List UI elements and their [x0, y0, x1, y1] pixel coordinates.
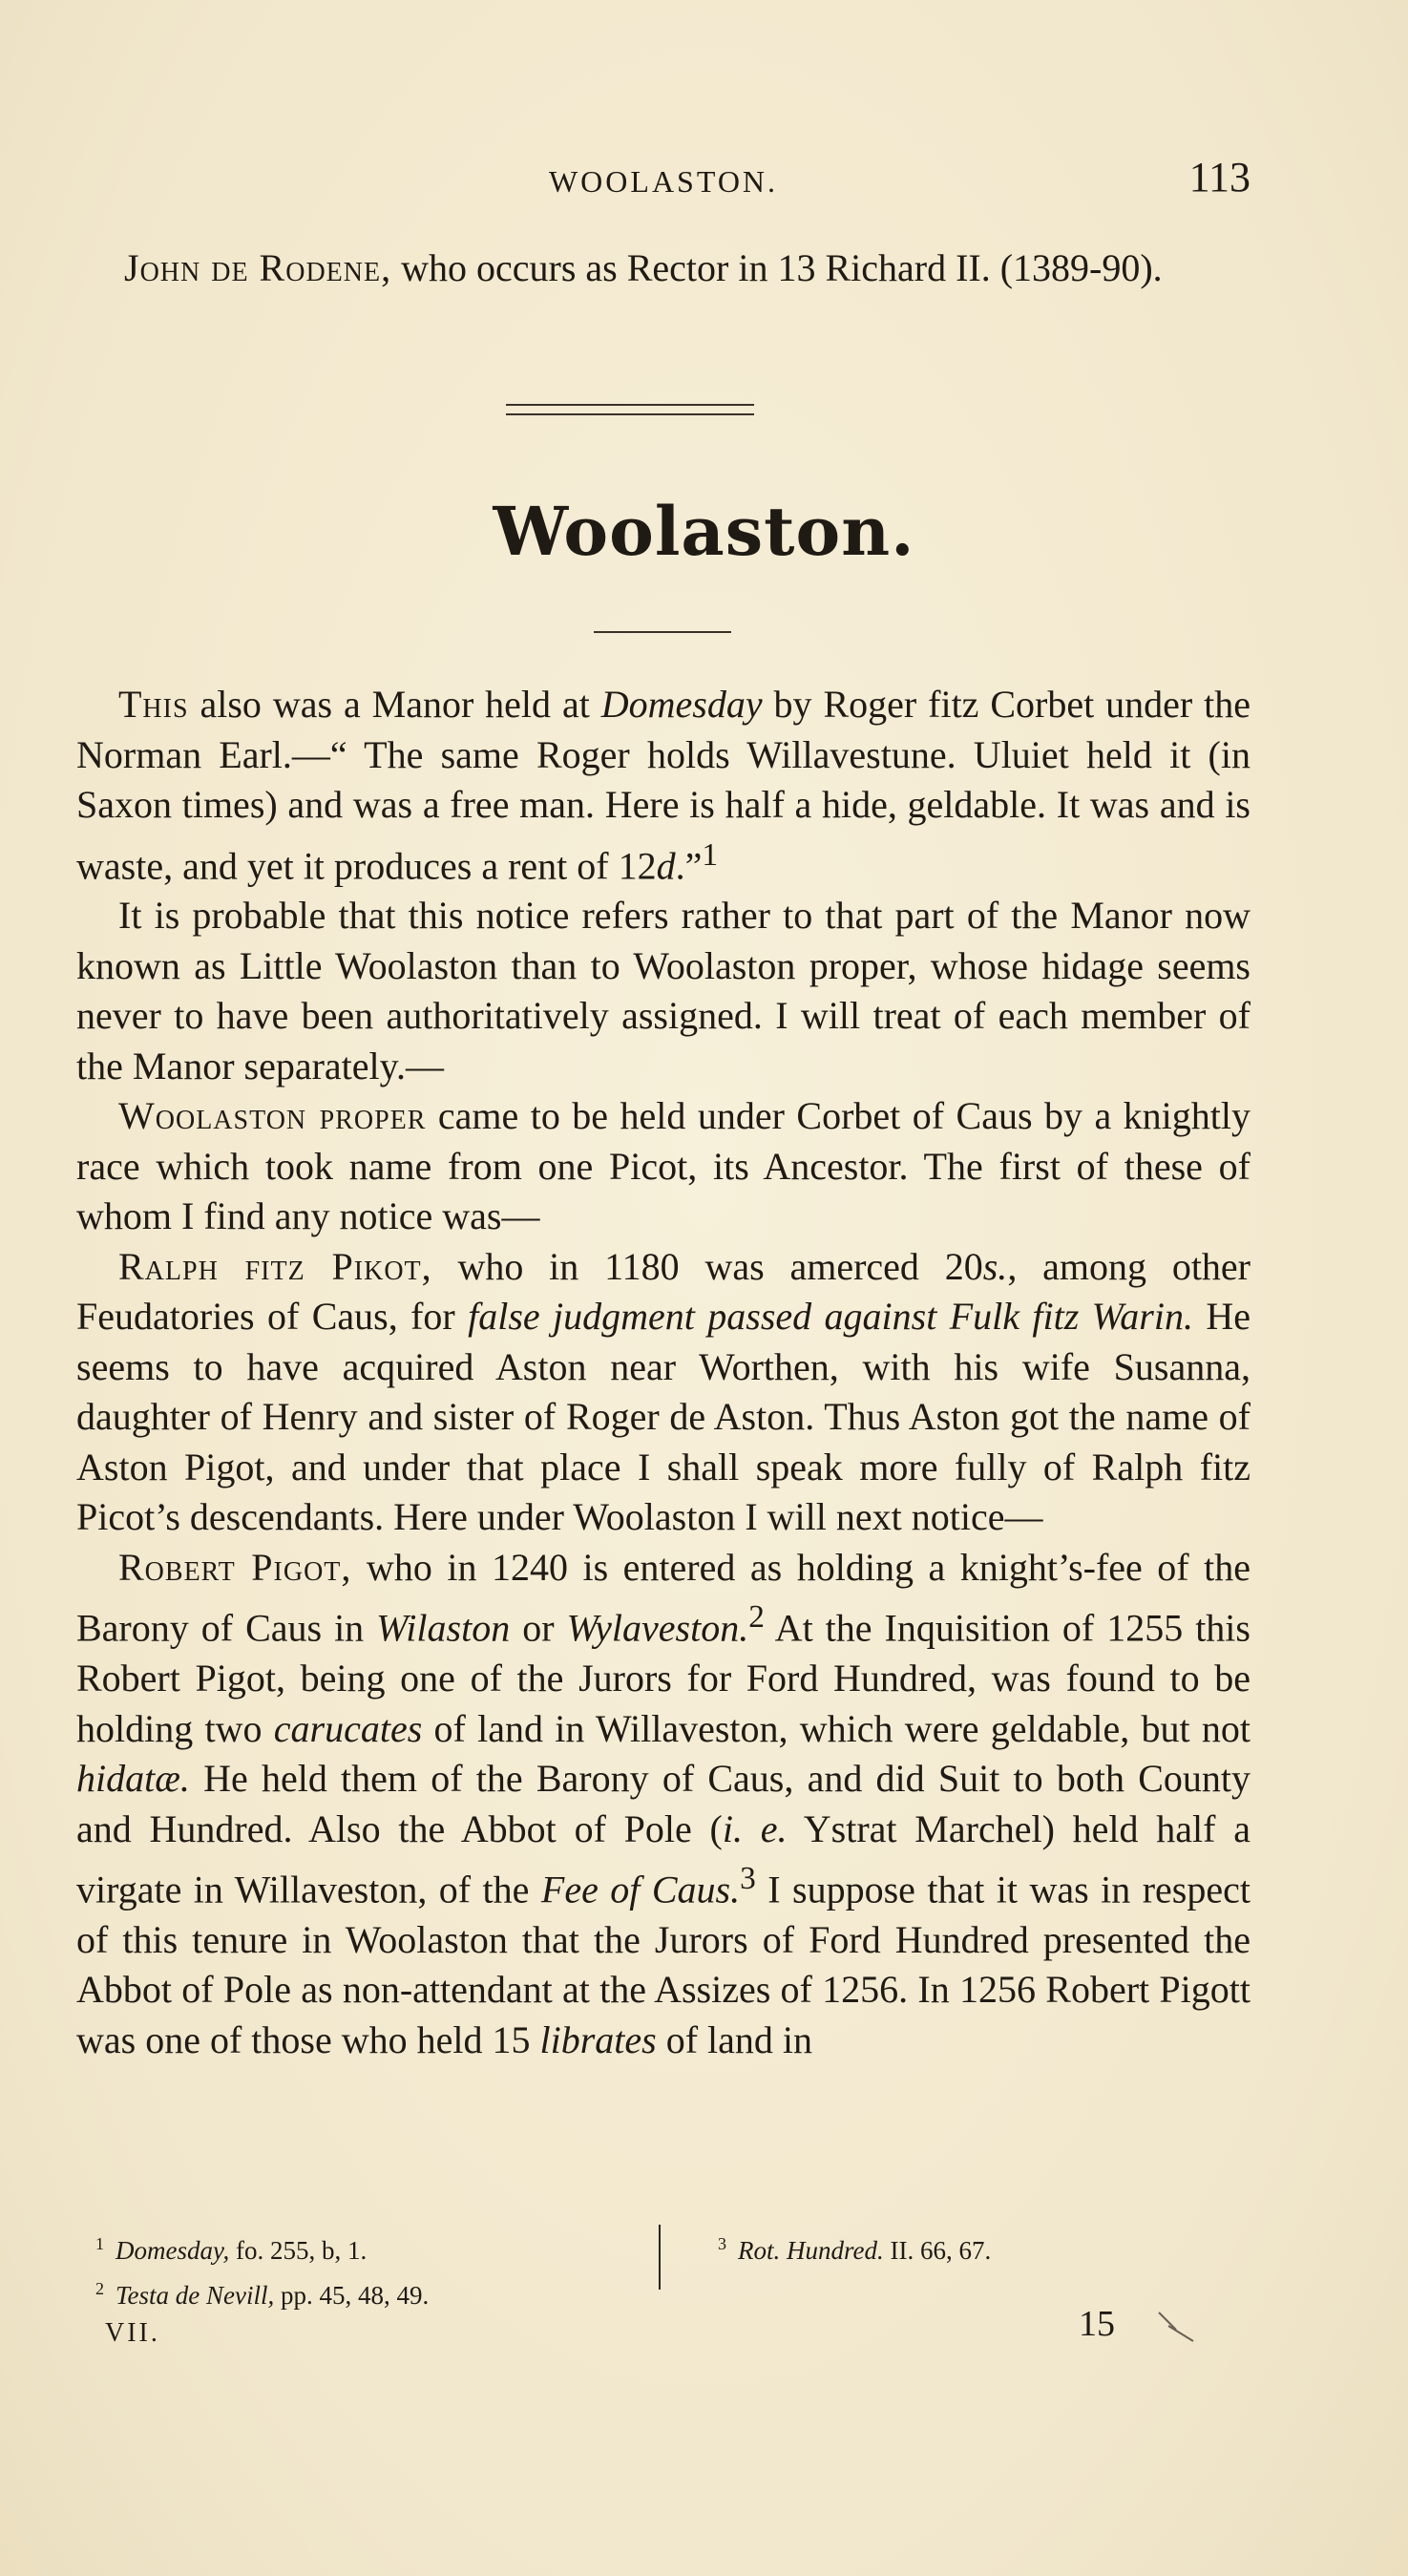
italic-text: Domesday	[600, 683, 763, 726]
paragraph	[76, 1242, 1250, 1543]
italic-text: d	[656, 843, 676, 887]
footnotes-right-column	[718, 2225, 1252, 2270]
footnote	[95, 2270, 640, 2314]
italic-text: false judgment passed against Fulk fitz Warin.	[468, 1295, 1193, 1339]
text-run: who in 1240 is entered as holding a knight’s-fee of the Barony of Caus in	[76, 1545, 1250, 1650]
rector-name: John de Rodene,	[124, 246, 392, 289]
body-text	[76, 680, 1250, 2065]
italic-text: i. e.	[722, 1806, 788, 1850]
footnote-ref: 2	[748, 1599, 765, 1636]
footnotes	[95, 2225, 1260, 2310]
italic-text: hidatæ.	[76, 1757, 190, 1801]
italic-text: Rot. Hundred.	[738, 2236, 884, 2265]
text-run: of land in	[656, 2017, 813, 2061]
italic-text: librates	[539, 2017, 657, 2061]
text-run: or	[510, 1606, 567, 1650]
paragraph	[76, 1543, 1250, 2066]
paragraph-lead: Woolaston proper	[118, 1094, 427, 1138]
text-run: came to be held under Corbet of Caus by a knightly race which took name from one Picot, its Ancestor. The first of these of whom I find any notice was—	[76, 1094, 1250, 1238]
text-run: At the Inquisition of 1255 this Robert Pigot, being one of the Jurors for Ford Hundred, was found to be holding two	[76, 1606, 1250, 1750]
page-number: 113	[1188, 154, 1250, 201]
text-run: It is probable that this notice refers rather to that part of the Manor now known as Little Woolaston than to Woolaston proper, whose hidage seems never to have been authoritatively assigned. I will treat of each member of the Manor separately.—	[76, 894, 1250, 1087]
italic-text: Testa de Nevill,	[116, 2281, 275, 2310]
paragraph-lead: This	[118, 683, 189, 726]
footnote-ref: 1	[702, 836, 719, 873]
footnote-column-divider	[659, 2225, 661, 2290]
pen-stroke-mark	[1155, 2309, 1212, 2347]
double-rule-divider	[506, 404, 754, 415]
footnote-number: 3	[718, 2234, 726, 2253]
italic-text: carucates	[273, 1706, 423, 1750]
italic-text: Wilaston	[376, 1606, 511, 1650]
section-title: Woolaston.	[493, 492, 915, 571]
short-rule-divider	[594, 631, 731, 633]
text-run: fo. 255, b, 1.	[229, 2236, 368, 2265]
text-run: He held them of the Barony of Caus, and did Suit to both County and Hundred. Also the Abbot of Pole (	[76, 1757, 1250, 1850]
paragraph	[76, 680, 1250, 891]
text-run: of land in Willaveston, which were geldable, but not	[422, 1706, 1250, 1750]
italic-text: Domesday,	[116, 2236, 230, 2265]
footnote	[95, 2225, 640, 2270]
footnote	[718, 2225, 1252, 2270]
sheet-number: 15	[1079, 2304, 1115, 2344]
footnote-number: 2	[95, 2279, 104, 2298]
text-run: Ystrat Marchel) held half a virgate in Willaveston, of the	[76, 1806, 1250, 1911]
text-run: I suppose that it was in respect of this tenure in Woolaston that the Jurors of Ford Hundred presented the Abbot of Pole as non-attendant at the Assizes of 1256. In 1256 Robert Pigott was one of those who held 15	[76, 1868, 1250, 2061]
text-run: He seems to have acquired Aston near Worthen, with his wife Susanna, daughter of Henry and sister of Roger de Aston. Thus Aston got the name of Aston Pigot, and under that place I shall speak more fully of Ralph fitz Picot’s descendants. Here under Woolaston I will next notice—	[76, 1295, 1250, 1539]
intro-text: who occurs as Rector in 13 Richard II. (1389-90).	[391, 246, 1163, 289]
italic-text: Fee of Caus.	[540, 1868, 741, 1911]
text-run: also was a Manor held at	[188, 683, 601, 726]
paragraph	[76, 891, 1250, 1091]
running-title: WOOLASTON.	[548, 164, 779, 199]
text-run: II. 66, 67.	[883, 2236, 992, 2265]
italic-text: s.	[982, 1244, 1008, 1288]
text-run: , among other Feudatories of Caus, for	[76, 1244, 1251, 1339]
text-run: .”	[675, 843, 703, 887]
paragraph-lead: Robert Pigot,	[118, 1545, 352, 1589]
text-run: by Roger fitz Corbet under the Norman Earl.—“ The same Roger holds Willavestune. Uluiet held it (in Saxon times) and was a free man. Here is half a hide, geldable. It was and is waste, and yet it produces a rent of 12	[76, 683, 1250, 887]
paragraph	[76, 1091, 1250, 1242]
footnotes-left-column	[95, 2225, 640, 2314]
paragraph-lead: Ralph fitz Pikot,	[118, 1244, 432, 1288]
running-head	[76, 153, 1250, 210]
footnote-number: 1	[95, 2234, 104, 2253]
footnote-ref: 3	[740, 1861, 756, 1897]
italic-text: Wylaveston.	[566, 1606, 749, 1650]
text-run: who in 1180 was amerced 20	[431, 1244, 983, 1288]
text-run: pp. 45, 48, 49.	[274, 2281, 430, 2310]
signature-mark: VII.	[105, 2318, 160, 2348]
intro-paragraph	[76, 243, 1250, 292]
